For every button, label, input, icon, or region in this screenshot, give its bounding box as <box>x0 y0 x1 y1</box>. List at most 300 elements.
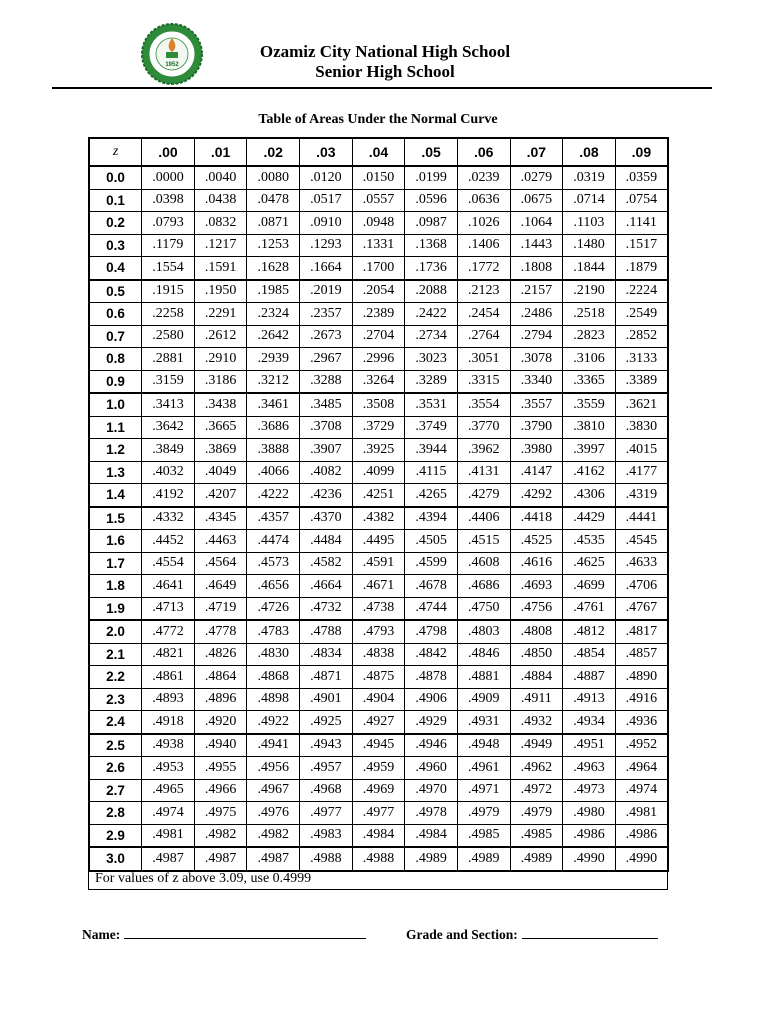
area-value-cell: .4826 <box>194 643 247 666</box>
area-value-cell: .4934 <box>563 711 616 734</box>
table-row <box>89 416 668 439</box>
area-value-cell: .4975 <box>194 802 247 825</box>
area-value-cell: .4955 <box>194 757 247 780</box>
area-value-cell: .4032 <box>142 461 195 484</box>
area-value-cell: .2794 <box>510 325 563 348</box>
area-value-cell: .1331 <box>352 234 405 257</box>
area-value-cell: .0832 <box>194 212 247 235</box>
grade-section-blank <box>522 926 658 939</box>
area-value-cell: .3557 <box>510 393 563 416</box>
area-value-cell: .3849 <box>142 439 195 462</box>
area-value-cell: .3830 <box>615 416 668 439</box>
area-value-cell: .4306 <box>563 484 616 507</box>
area-value-cell: .3186 <box>194 370 247 393</box>
table-row <box>89 802 668 825</box>
table-row <box>89 212 668 235</box>
area-value-cell: .1179 <box>142 234 195 257</box>
area-value-cell: .4979 <box>510 802 563 825</box>
area-value-cell: .1772 <box>457 257 510 280</box>
area-value-cell: .4664 <box>300 575 353 598</box>
area-value-cell: .4582 <box>300 552 353 575</box>
area-value-cell: .0557 <box>352 189 405 212</box>
table-row <box>89 257 668 280</box>
z-value-cell: 2.6 <box>89 757 142 780</box>
area-value-cell: .3810 <box>563 416 616 439</box>
area-value-cell: .3289 <box>405 370 458 393</box>
area-value-cell: .4744 <box>405 597 458 620</box>
area-value-cell: .4726 <box>247 597 300 620</box>
normal-curve-table <box>88 137 669 872</box>
area-value-cell: .4938 <box>142 734 195 757</box>
area-value-cell: .4706 <box>615 575 668 598</box>
area-value-cell: .1554 <box>142 257 195 280</box>
table-row <box>89 370 668 393</box>
area-value-cell: .4099 <box>352 461 405 484</box>
area-value-cell: .4812 <box>563 620 616 643</box>
z-value-cell: 0.8 <box>89 348 142 371</box>
area-value-cell: .1517 <box>615 234 668 257</box>
area-value-cell: .4943 <box>300 734 353 757</box>
area-value-cell: .4990 <box>615 847 668 871</box>
z-value-cell: 3.0 <box>89 847 142 871</box>
area-value-cell: .4983 <box>300 824 353 847</box>
area-value-cell: .4319 <box>615 484 668 507</box>
area-value-cell: .4987 <box>194 847 247 871</box>
grade-section-label: Grade and Section: <box>406 927 518 942</box>
area-value-cell: .4887 <box>563 666 616 689</box>
table-row <box>89 847 668 871</box>
area-value-cell: .2612 <box>194 325 247 348</box>
area-value-cell: .4616 <box>510 552 563 575</box>
area-value-cell: .4986 <box>563 824 616 847</box>
area-value-cell: .4192 <box>142 484 195 507</box>
area-value-cell: .4236 <box>300 484 353 507</box>
area-value-cell: .3642 <box>142 416 195 439</box>
z-value-cell: 0.7 <box>89 325 142 348</box>
area-value-cell: .4641 <box>142 575 195 598</box>
area-value-cell: .4989 <box>510 847 563 871</box>
area-value-cell: .0636 <box>457 189 510 212</box>
area-value-cell: .4898 <box>247 688 300 711</box>
area-value-cell: .4961 <box>457 757 510 780</box>
name-field <box>82 926 366 943</box>
area-value-cell: .4948 <box>457 734 510 757</box>
area-value-cell: .4962 <box>510 757 563 780</box>
table-row <box>89 507 668 530</box>
table-row <box>89 348 668 371</box>
area-value-cell: .4986 <box>615 824 668 847</box>
area-value-cell: .0714 <box>563 189 616 212</box>
area-value-cell: .2357 <box>300 303 353 326</box>
area-value-cell: .1141 <box>615 212 668 235</box>
area-value-cell: .4916 <box>615 688 668 711</box>
area-value-cell: .4686 <box>457 575 510 598</box>
table-row <box>89 597 668 620</box>
area-value-cell: .4989 <box>405 847 458 871</box>
area-value-cell: .4884 <box>510 666 563 689</box>
z-value-cell: 1.4 <box>89 484 142 507</box>
area-value-cell: .3212 <box>247 370 300 393</box>
area-value-cell: .4761 <box>563 597 616 620</box>
area-value-cell: .4985 <box>510 824 563 847</box>
area-value-cell: .4896 <box>194 688 247 711</box>
area-value-cell: .4901 <box>300 688 353 711</box>
table-header-row <box>89 138 668 166</box>
area-value-cell: .0871 <box>247 212 300 235</box>
area-value-cell: .4830 <box>247 643 300 666</box>
area-value-cell: .0199 <box>405 166 458 189</box>
area-value-cell: .4429 <box>563 507 616 530</box>
area-value-cell: .4854 <box>563 643 616 666</box>
area-value-cell: .4564 <box>194 552 247 575</box>
area-value-cell: .4838 <box>352 643 405 666</box>
area-value-cell: .4292 <box>510 484 563 507</box>
area-value-cell: .4980 <box>563 802 616 825</box>
area-value-cell: .4783 <box>247 620 300 643</box>
school-subtitle: Senior High School <box>315 62 455 81</box>
area-value-cell: .1293 <box>300 234 353 257</box>
area-value-cell: .4788 <box>300 620 353 643</box>
area-value-cell: .3389 <box>615 370 668 393</box>
area-value-cell: .4817 <box>615 620 668 643</box>
area-value-cell: .3288 <box>300 370 353 393</box>
area-value-cell: .1103 <box>563 212 616 235</box>
area-value-cell: .0438 <box>194 189 247 212</box>
z-column-header: z <box>89 138 142 166</box>
area-value-cell: .4756 <box>510 597 563 620</box>
table-row <box>89 303 668 326</box>
area-value-cell: .4972 <box>510 779 563 802</box>
area-value-cell: .1985 <box>247 280 300 303</box>
area-value-cell: .1736 <box>405 257 458 280</box>
z-value-cell: 0.1 <box>89 189 142 212</box>
z-value-cell: 2.7 <box>89 779 142 802</box>
area-value-cell: .3023 <box>405 348 458 371</box>
area-value-cell: .4049 <box>194 461 247 484</box>
table-row <box>89 575 668 598</box>
area-value-cell: .4940 <box>194 734 247 757</box>
area-value-cell: .4982 <box>194 824 247 847</box>
area-value-cell: .4932 <box>510 711 563 734</box>
area-value-cell: .4177 <box>615 461 668 484</box>
area-value-cell: .1700 <box>352 257 405 280</box>
area-value-cell: .4591 <box>352 552 405 575</box>
area-value-cell: .4925 <box>300 711 353 734</box>
z-value-cell: 2.2 <box>89 666 142 689</box>
area-value-cell: .4967 <box>247 779 300 802</box>
area-value-cell: .4952 <box>615 734 668 757</box>
table-row <box>89 484 668 507</box>
area-value-cell: .4452 <box>142 530 195 553</box>
area-value-cell: .2291 <box>194 303 247 326</box>
area-value-cell: .4864 <box>194 666 247 689</box>
area-value-cell: .4968 <box>300 779 353 802</box>
area-value-cell: .4382 <box>352 507 405 530</box>
area-value-cell: .0359 <box>615 166 668 189</box>
area-value-cell: .2910 <box>194 348 247 371</box>
area-value-cell: .3264 <box>352 370 405 393</box>
area-value-cell: .2764 <box>457 325 510 348</box>
area-value-cell: .4474 <box>247 530 300 553</box>
area-value-cell: .4981 <box>142 824 195 847</box>
area-value-cell: .4957 <box>300 757 353 780</box>
area-value-cell: .4936 <box>615 711 668 734</box>
area-value-cell: .3907 <box>300 439 353 462</box>
area-value-cell: .1368 <box>405 234 458 257</box>
area-value-cell: .3078 <box>510 348 563 371</box>
area-value-cell: .0150 <box>352 166 405 189</box>
area-value-cell: .4599 <box>405 552 458 575</box>
area-value-cell: .2734 <box>405 325 458 348</box>
column-header: .09 <box>615 138 668 166</box>
area-value-cell: .0910 <box>300 212 353 235</box>
area-value-cell: .1915 <box>142 280 195 303</box>
area-value-cell: .4956 <box>247 757 300 780</box>
z-value-cell: 0.3 <box>89 234 142 257</box>
area-value-cell: .4207 <box>194 484 247 507</box>
area-value-cell: .4984 <box>405 824 458 847</box>
area-value-cell: .4965 <box>142 779 195 802</box>
table-row <box>89 234 668 257</box>
area-value-cell: .3708 <box>300 416 353 439</box>
area-value-cell: .4941 <box>247 734 300 757</box>
area-value-cell: .4976 <box>247 802 300 825</box>
area-value-cell: .2088 <box>405 280 458 303</box>
area-value-cell: .4904 <box>352 688 405 711</box>
area-value-cell: .4649 <box>194 575 247 598</box>
area-value-cell: .4970 <box>405 779 458 802</box>
area-value-cell: .4222 <box>247 484 300 507</box>
z-value-cell: 2.0 <box>89 620 142 643</box>
area-value-cell: .1026 <box>457 212 510 235</box>
area-value-cell: .4842 <box>405 643 458 666</box>
area-value-cell: .1879 <box>615 257 668 280</box>
column-header: .06 <box>457 138 510 166</box>
area-value-cell: .4131 <box>457 461 510 484</box>
area-value-cell: .4573 <box>247 552 300 575</box>
area-value-cell: .2881 <box>142 348 195 371</box>
table-row <box>89 189 668 212</box>
area-value-cell: .2422 <box>405 303 458 326</box>
table-row <box>89 779 668 802</box>
area-value-cell: .4265 <box>405 484 458 507</box>
area-value-cell: .3770 <box>457 416 510 439</box>
area-value-cell: .4953 <box>142 757 195 780</box>
area-value-cell: .4406 <box>457 507 510 530</box>
area-value-cell: .3729 <box>352 416 405 439</box>
area-value-cell: .4719 <box>194 597 247 620</box>
z-value-cell: 2.9 <box>89 824 142 847</box>
area-value-cell: .4966 <box>194 779 247 802</box>
column-header: .00 <box>142 138 195 166</box>
area-value-cell: .4463 <box>194 530 247 553</box>
z-value-cell: 1.8 <box>89 575 142 598</box>
z-value-cell: 1.0 <box>89 393 142 416</box>
z-value-cell: 1.6 <box>89 530 142 553</box>
area-value-cell: .0120 <box>300 166 353 189</box>
area-value-cell: .2054 <box>352 280 405 303</box>
area-value-cell: .4945 <box>352 734 405 757</box>
area-value-cell: .4066 <box>247 461 300 484</box>
area-value-cell: .3997 <box>563 439 616 462</box>
z-value-cell: 0.2 <box>89 212 142 235</box>
area-value-cell: .2224 <box>615 280 668 303</box>
area-value-cell: .4850 <box>510 643 563 666</box>
area-value-cell: .3962 <box>457 439 510 462</box>
table-row <box>89 166 668 189</box>
area-value-cell: .3559 <box>563 393 616 416</box>
area-value-cell: .4960 <box>405 757 458 780</box>
area-value-cell: .2673 <box>300 325 353 348</box>
area-value-cell: .2549 <box>615 303 668 326</box>
area-value-cell: .3925 <box>352 439 405 462</box>
area-value-cell: .4608 <box>457 552 510 575</box>
area-value-cell: .0000 <box>142 166 195 189</box>
area-value-cell: .4971 <box>457 779 510 802</box>
area-value-cell: .4990 <box>563 847 616 871</box>
area-value-cell: .2324 <box>247 303 300 326</box>
area-value-cell: .4625 <box>563 552 616 575</box>
area-value-cell: .4846 <box>457 643 510 666</box>
area-value-cell: .4987 <box>247 847 300 871</box>
table-row <box>89 439 668 462</box>
z-value-cell: 2.4 <box>89 711 142 734</box>
column-header: .08 <box>563 138 616 166</box>
area-value-cell: .4988 <box>300 847 353 871</box>
area-value-cell: .0040 <box>194 166 247 189</box>
table-row <box>89 530 668 553</box>
area-value-cell: .4978 <box>405 802 458 825</box>
area-value-cell: .4554 <box>142 552 195 575</box>
area-value-cell: .2518 <box>563 303 616 326</box>
area-value-cell: .4821 <box>142 643 195 666</box>
table-row <box>89 757 668 780</box>
area-value-cell: .4332 <box>142 507 195 530</box>
table-row <box>89 620 668 643</box>
table-row <box>89 393 668 416</box>
area-value-cell: .3461 <box>247 393 300 416</box>
area-value-cell: .1844 <box>563 257 616 280</box>
area-value-cell: .2486 <box>510 303 563 326</box>
area-value-cell: .0239 <box>457 166 510 189</box>
area-value-cell: .4357 <box>247 507 300 530</box>
name-blank <box>124 926 366 939</box>
area-value-cell: .3790 <box>510 416 563 439</box>
table-row <box>89 280 668 303</box>
area-value-cell: .2939 <box>247 348 300 371</box>
area-value-cell: .4974 <box>615 779 668 802</box>
area-value-cell: .4964 <box>615 757 668 780</box>
area-value-cell: .3340 <box>510 370 563 393</box>
area-value-cell: .4988 <box>352 847 405 871</box>
area-value-cell: .0080 <box>247 166 300 189</box>
column-header: .05 <box>405 138 458 166</box>
name-label: Name: <box>82 927 121 942</box>
table-row <box>89 688 668 711</box>
area-value-cell: .3133 <box>615 348 668 371</box>
area-value-cell: .4535 <box>563 530 616 553</box>
area-value-cell: .2190 <box>563 280 616 303</box>
area-value-cell: .3749 <box>405 416 458 439</box>
area-value-cell: .4861 <box>142 666 195 689</box>
area-value-cell: .0675 <box>510 189 563 212</box>
area-value-cell: .4370 <box>300 507 353 530</box>
area-value-cell: .3413 <box>142 393 195 416</box>
area-value-cell: .4772 <box>142 620 195 643</box>
area-value-cell: .2454 <box>457 303 510 326</box>
z-value-cell: 2.8 <box>89 802 142 825</box>
z-value-cell: 2.3 <box>89 688 142 711</box>
area-value-cell: .4973 <box>563 779 616 802</box>
area-value-cell: .4987 <box>142 847 195 871</box>
area-value-cell: .4931 <box>457 711 510 734</box>
area-value-cell: .4279 <box>457 484 510 507</box>
area-value-cell: .2642 <box>247 325 300 348</box>
area-value-cell: .3944 <box>405 439 458 462</box>
z-value-cell: 0.0 <box>89 166 142 189</box>
area-value-cell: .0987 <box>405 212 458 235</box>
area-value-cell: .4778 <box>194 620 247 643</box>
area-value-cell: .4922 <box>247 711 300 734</box>
table-row <box>89 325 668 348</box>
area-value-cell: .3438 <box>194 393 247 416</box>
area-value-cell: .3485 <box>300 393 353 416</box>
z-value-cell: 0.5 <box>89 280 142 303</box>
area-value-cell: .4868 <box>247 666 300 689</box>
area-value-cell: .1253 <box>247 234 300 257</box>
area-value-cell: .4147 <box>510 461 563 484</box>
area-value-cell: .4963 <box>563 757 616 780</box>
area-value-cell: .3980 <box>510 439 563 462</box>
area-value-cell: .4484 <box>300 530 353 553</box>
area-value-cell: .4251 <box>352 484 405 507</box>
area-value-cell: .1443 <box>510 234 563 257</box>
area-value-cell: .4808 <box>510 620 563 643</box>
area-value-cell: .4918 <box>142 711 195 734</box>
area-value-cell: .4394 <box>405 507 458 530</box>
area-value-cell: .4969 <box>352 779 405 802</box>
area-value-cell: .4713 <box>142 597 195 620</box>
area-value-cell: .4979 <box>457 802 510 825</box>
area-value-cell: .0279 <box>510 166 563 189</box>
area-value-cell: .4974 <box>142 802 195 825</box>
area-value-cell: .4115 <box>405 461 458 484</box>
area-value-cell: .4909 <box>457 688 510 711</box>
area-value-cell: .4878 <box>405 666 458 689</box>
area-value-cell: .3869 <box>194 439 247 462</box>
area-value-cell: .4927 <box>352 711 405 734</box>
area-value-cell: .4793 <box>352 620 405 643</box>
area-value-cell: .2157 <box>510 280 563 303</box>
area-value-cell: .4989 <box>457 847 510 871</box>
area-value-cell: .3621 <box>615 393 668 416</box>
area-value-cell: .3106 <box>563 348 616 371</box>
table-row <box>89 734 668 757</box>
area-value-cell: .4985 <box>457 824 510 847</box>
z-value-cell: 1.1 <box>89 416 142 439</box>
z-value-cell: 2.5 <box>89 734 142 757</box>
area-value-cell: .3888 <box>247 439 300 462</box>
area-value-cell: .1808 <box>510 257 563 280</box>
area-value-cell: .3051 <box>457 348 510 371</box>
area-value-cell: .4834 <box>300 643 353 666</box>
area-value-cell: .2019 <box>300 280 353 303</box>
area-value-cell: .4515 <box>457 530 510 553</box>
area-value-cell: .4875 <box>352 666 405 689</box>
area-value-cell: .3686 <box>247 416 300 439</box>
area-value-cell: .2996 <box>352 348 405 371</box>
area-value-cell: .4699 <box>563 575 616 598</box>
